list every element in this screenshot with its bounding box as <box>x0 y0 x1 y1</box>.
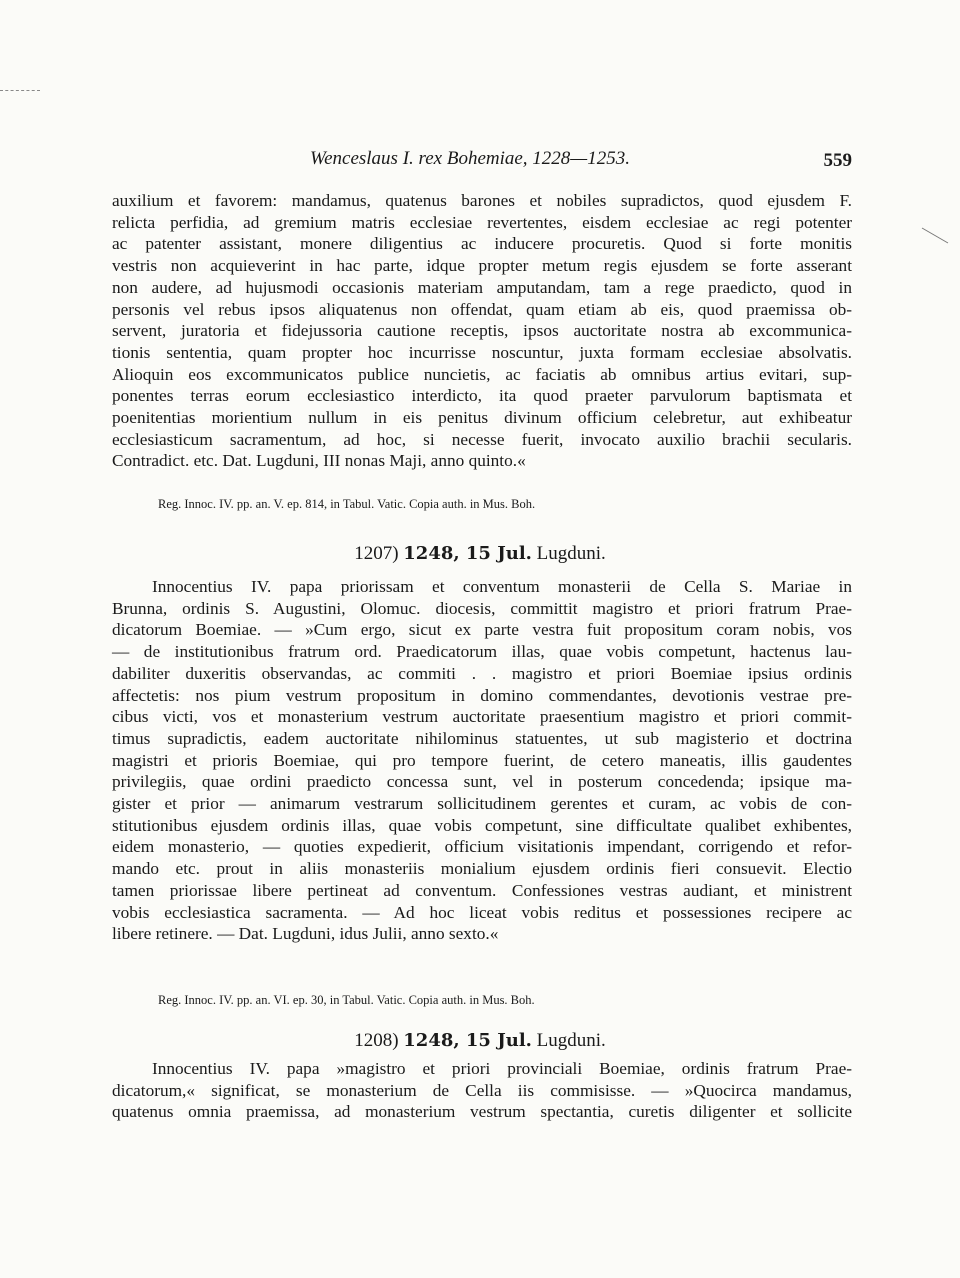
charter-number: 1207) <box>354 543 399 564</box>
text-line: magistri et prioris Boemiae, qui pro tempore fuerint, de cetero maneatis, illis gaudentes <box>112 750 852 770</box>
page-header <box>115 148 852 178</box>
text-line: dicatorum Boemiae. — »Cum ergo, sicut ex parte vestra fuit propositum coram nobis, vos <box>112 620 852 640</box>
scan-artifact-tick <box>922 228 948 244</box>
text-line: Contradict. etc. Dat. Lugduni, III nonas Maji, anno quinto.« <box>112 451 526 471</box>
text-line: mando etc. prout in aliis monasteriis monialium ejusdem ordinis fieri consuevit. Electio <box>112 859 852 879</box>
charter-date: 1248, 15 Jul. <box>403 543 532 564</box>
text-line: auxilium et favorem: mandamus, quatenus barones et nobiles supradictos, quod ejusdem F. <box>112 191 852 210</box>
text-line: Innocentius IV. papa priorissam et conventum monasterii de Cella S. Mariae in <box>152 577 852 596</box>
charter-number: 1208) <box>354 1030 399 1051</box>
text-line: non audere, ad hujusmodi occasionis materiam amputandam, tam a rege praedicto, quod in <box>112 277 852 297</box>
charter-heading-1208 <box>0 1030 960 1052</box>
charter-date: 1248, 15 Jul. <box>403 1030 532 1051</box>
text-line: gister et prior — animarum vestrarum sollicitudinem gerentes et curam, ac vobis de con- <box>112 794 852 814</box>
text-block-1 <box>112 190 852 472</box>
text-line: ponentes terras eorum ecclesiastico interdicto, ita quod praeter parvulorum baptismata et <box>112 386 852 406</box>
running-title: Wenceslaus I. rex Bohemiae, 1228—1253. <box>310 148 630 169</box>
text-line: Brunna, ordinis S. Augustini, Olomuc. diocesis, committit magistro et priori fratrum Prae- <box>112 598 852 618</box>
text-line: eidem monasterio, — quoties expedierit, officium visitationis impendant, corrigendo et refor- <box>112 837 852 857</box>
source-reference-2: Reg. Innoc. IV. pp. an. VI. ep. 30, in Tabul. Vatic. Copia auth. in Mus. Boh. <box>158 993 535 1007</box>
text-line: tamen priorissae libere pertineat ad conventum. Confessiones vestras audiant, et ministrent <box>112 880 852 900</box>
text-line: vestris non acquieverint in hac parte, idque propter metum regis ejusdem se forte asserant <box>112 256 852 276</box>
text-line: relicta perfidia, ad gremium matris ecclesiae revertentes, eisdem ecclesiae ac regi potenter <box>112 212 852 232</box>
text-line: — de institutionibus fratrum ord. Praedicatorum illas, quae vobis competunt, hactenus lau- <box>112 642 852 662</box>
text-line: affectetis: nos pium vestrum propositum in domino commendantes, devotionis vestrae pre- <box>112 685 852 705</box>
scan-artifact-line <box>0 90 40 92</box>
text-line: dabiliter duxeritis observandas, ac commiti . . magistro et priori Boemiae ipsius ordinis <box>112 663 852 683</box>
text-line: privilegiis, quae ordini praedicto concessa sunt, vel in posterum concedenda; ipsique ma- <box>112 772 852 792</box>
page-number: 559 <box>823 150 852 171</box>
text-line: personis vel rebus ipsos aliquatenus non offendat, quam etiam ab eis, quod praemissa ob- <box>112 299 852 319</box>
text-line: tionis sententia, quam propter hoc incurrisse noscuntur, juxta formam ecclesiae absolvatis. <box>112 342 852 362</box>
text-line: poenitentias morientium nullum in eis penitus divinum officium celebretur, aut exhibeatur <box>112 408 852 428</box>
text-line: vobis ecclesiastica sacramenta. — Ad hoc liceat vobis reditus et possessiones recipere ac <box>112 902 852 922</box>
text-line: dicatorum,« significat, se monasterium de Cella iis commisisse. — »Quocirca mandamus, <box>112 1080 852 1100</box>
text-line: ac patenter assistant, monere diligentius ac inducere procuretis. Quod si forte monitis <box>112 234 852 254</box>
text-line: ecclesiasticum sacramentum, ad hoc, si necesse fuerit, invocato auxilio brachii secularis. <box>112 429 852 449</box>
text-line: Innocentius IV. papa »magistro et priori provinciali Boemiae, ordinis fratrum Prae- <box>152 1059 852 1078</box>
text-line: cibus victi, vos et monasterium vestrum auctoritate praesentium magistro et priori commit- <box>112 707 852 727</box>
text-line: Alioquin eos excommunicatos publice nuncietis, ac faciatis ab omnibus artius evitari, sup- <box>112 364 852 384</box>
charter-place: Lugduni. <box>536 543 606 564</box>
text-line: stitutionibus ejusdem ordinis illas, quae vobis competunt, sine difficultate qualibet exhibentes, <box>112 815 852 835</box>
charter-heading-1207 <box>0 543 960 565</box>
text-line: servent, juratoria et fidejussoria cautione receptis, ipsos auctoritate nostra ab excommunica- <box>112 321 852 341</box>
text-block-2 <box>112 576 852 945</box>
text-line: timus supradictis, eadem auctoritate nihilominus statuentes, ut sub magisterio et doctrina <box>112 728 852 748</box>
source-reference-1: Reg. Innoc. IV. pp. an. V. ep. 814, in Tabul. Vatic. Copia auth. in Mus. Boh. <box>158 497 536 511</box>
charter-place: Lugduni. <box>536 1030 606 1051</box>
text-block-3 <box>112 1058 852 1123</box>
text-line: quatenus omnia praemissa, ad monasterium vestrum spectantia, curetis diligenter et sollicite <box>112 1102 852 1122</box>
text-line: libere retinere. — Dat. Lugduni, idus Julii, anno sexto.« <box>112 924 499 944</box>
